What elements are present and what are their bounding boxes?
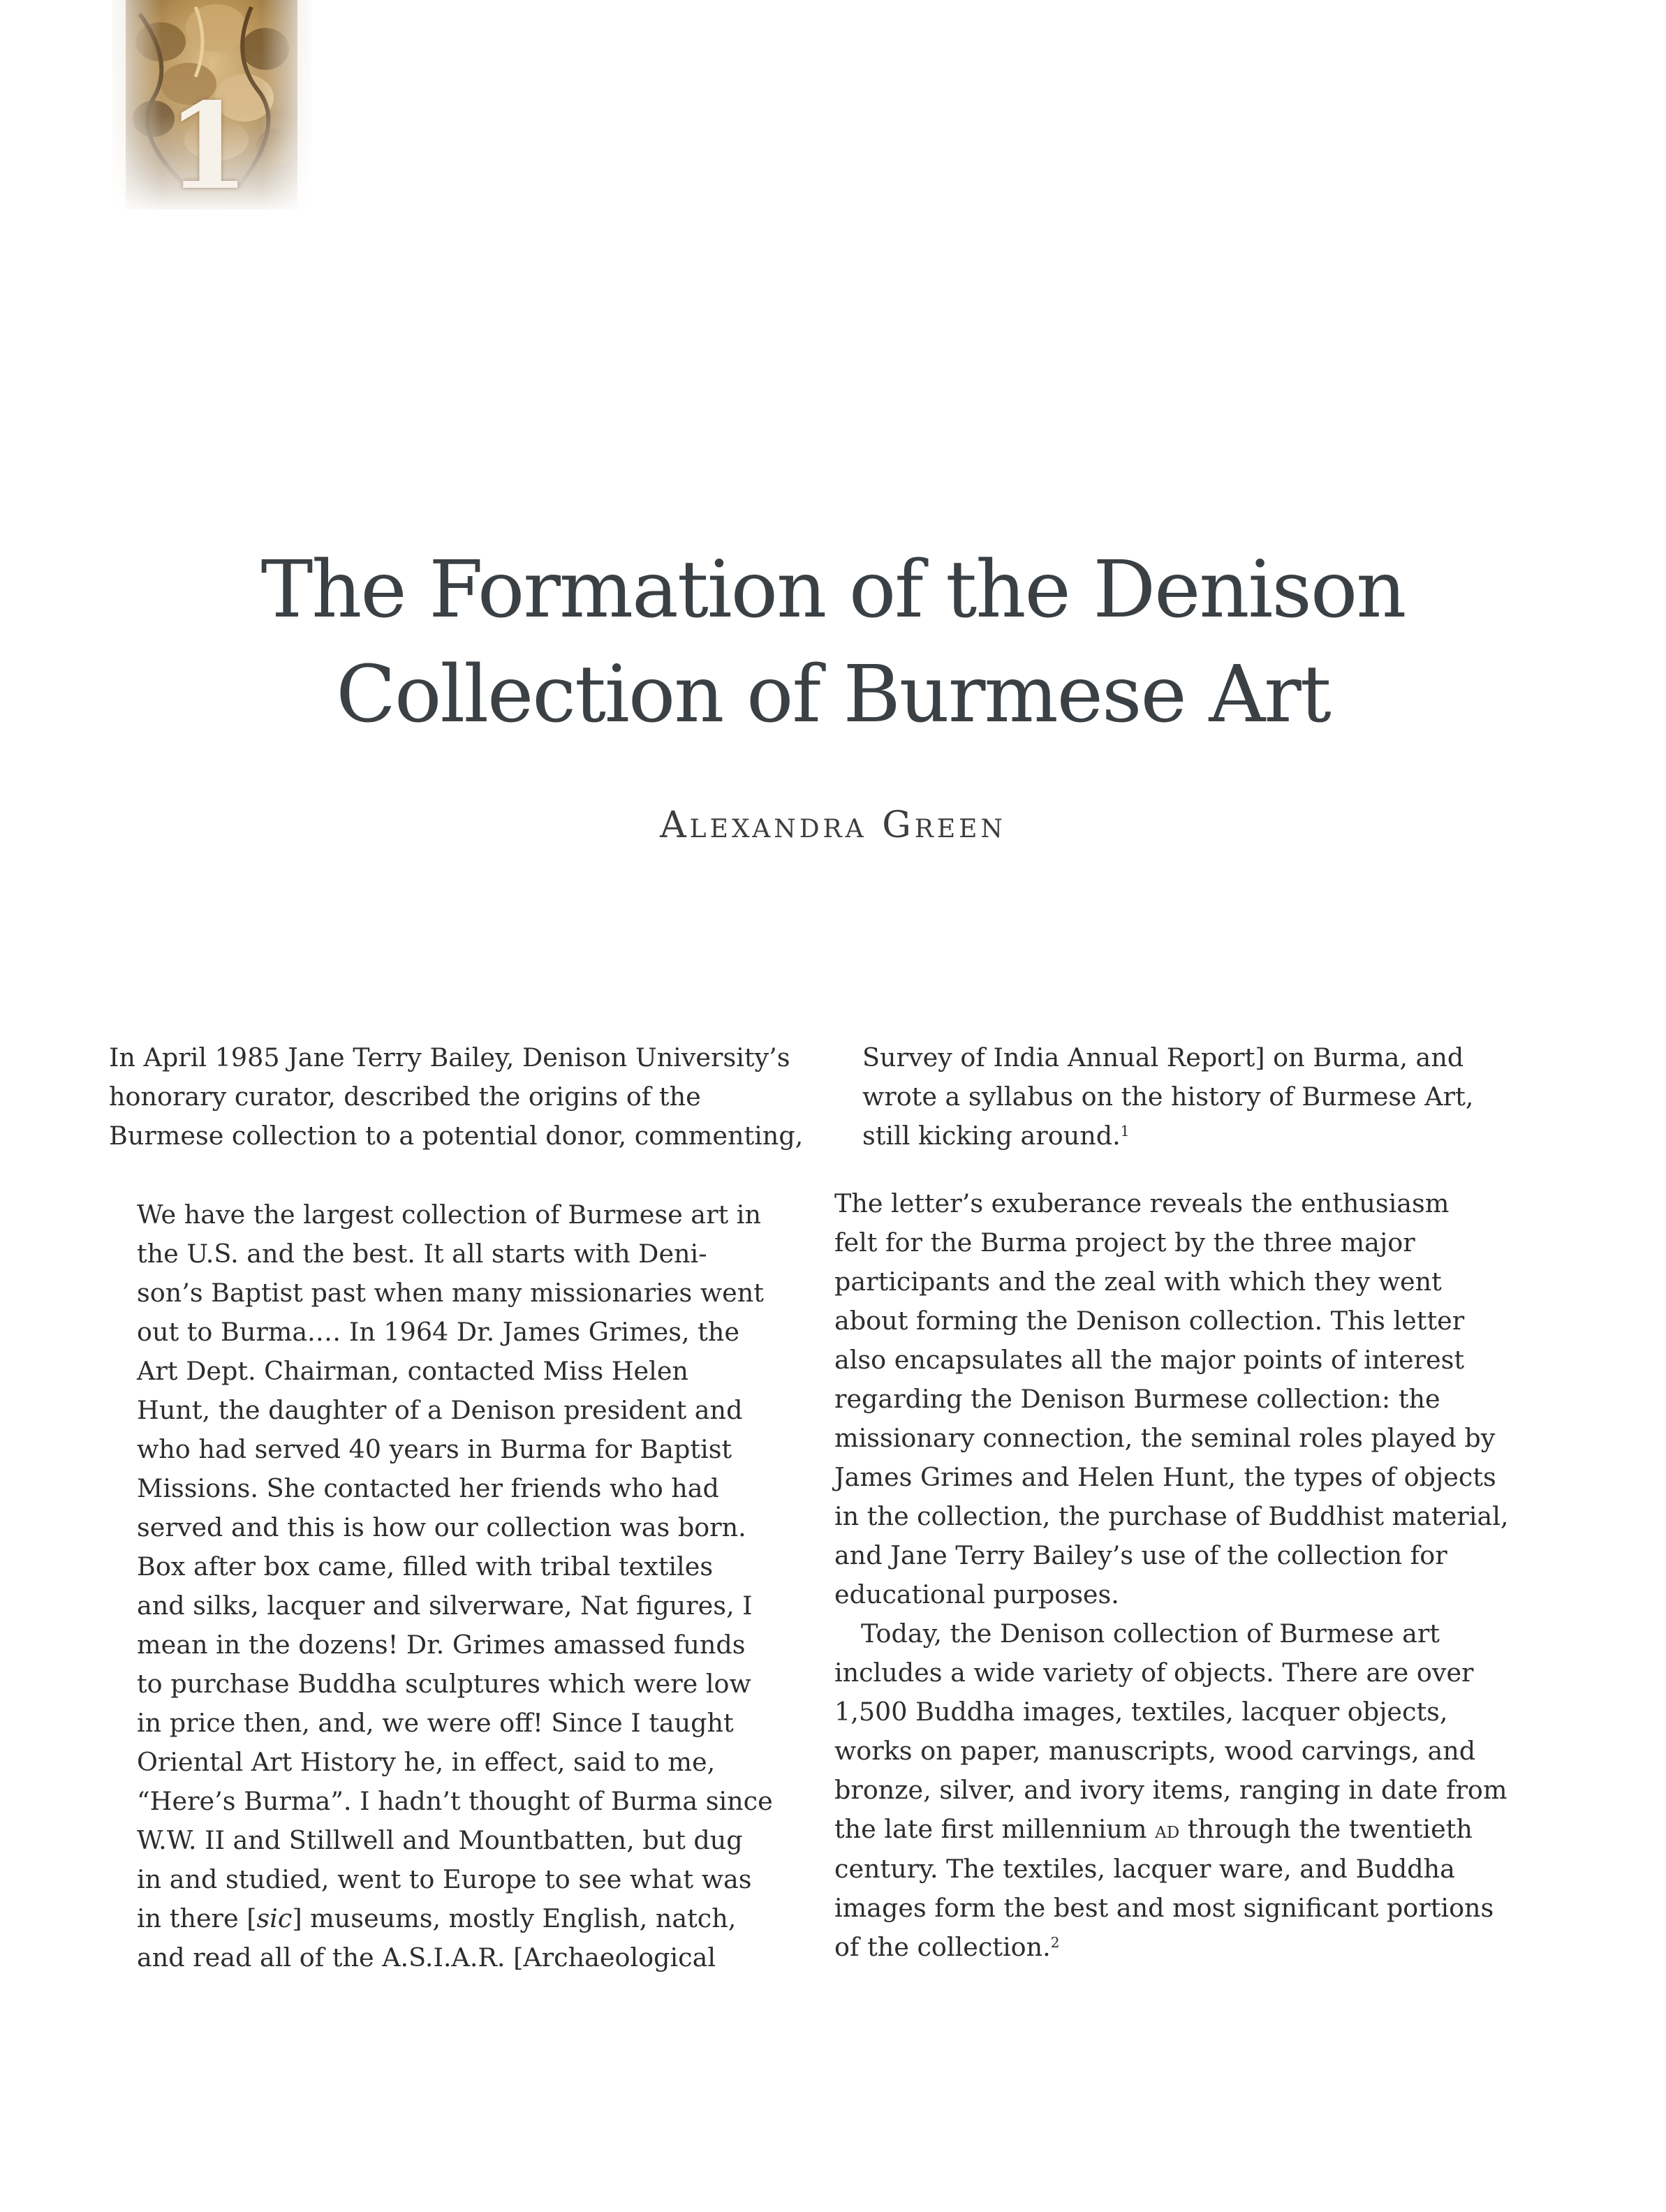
quote-line: wrote a syllabus on the history of Burmese Art, [862,1082,1474,1112]
chapter-badge [112,0,311,209]
chapter-title [209,538,1457,747]
text-line: Burmese collection to a potential donor, commenting, [109,1121,804,1151]
quote-line: and silks, lacquer and silverware, Nat figures, I [137,1591,753,1621]
body-line: The letter’s exuberance reveals the enthusiasm [834,1188,1450,1218]
body-line: works on paper, manuscripts, wood carvings, and [834,1736,1476,1766]
body-line [834,1928,1508,1967]
quote-text: in there [ [137,1903,257,1933]
quote-line: who had served 40 years in Burma for Baptist [137,1434,732,1464]
body-line: James Grimes and Helen Hunt, the types of objects [834,1462,1496,1492]
body-text-run: of the collection. [834,1932,1051,1962]
body-line: felt for the Burma project by the three major [834,1227,1415,1258]
quote-text: ] museums, mostly English, natch, [292,1903,737,1933]
quote-line: in price then, and, we were off! Since I taught [137,1708,734,1738]
body-line [834,1810,1508,1850]
text-line: honorary curator, described the origins of the [109,1082,701,1112]
quote-line: son’s Baptist past when many missionaries went [137,1278,764,1308]
body-line: in the collection, the purchase of Buddhist material, [834,1501,1509,1531]
body-line: Today, the Denison collection of Burmese art [861,1619,1440,1649]
footnote-marker: 2 [1050,1933,1060,1951]
quote-line: Oriental Art History he, in effect, said to me, [137,1747,716,1777]
body-line: about forming the Denison collection. This letter [834,1306,1465,1336]
body-line: includes a wide variety of objects. There are over [834,1658,1474,1688]
quote-line: Hunt, the daughter of a Denison president and [137,1395,743,1425]
body-line: bronze, silver, and ivory items, ranging in date from [834,1775,1507,1805]
quote-line: “Here’s Burma”. I hadn’t thought of Burma since [137,1786,773,1816]
quote-line: out to Burma.… In 1964 Dr. James Grimes, the [137,1317,739,1347]
quote-line: mean in the dozens! Dr. Grimes amassed funds [137,1630,746,1660]
author-name: Alexandra Green [660,804,1006,846]
chapter-title-line-2: Collection of Burmese Art [336,649,1330,740]
quote-line: served and this is how our collection was born. [137,1512,746,1542]
quote-line: Missions. She contacted her friends who had [137,1473,719,1503]
quote-line: to purchase Buddha sculptures which were low [137,1669,751,1699]
block-quote [137,1195,773,1977]
intro-paragraph [109,1038,803,1156]
quote-text: still kicking around. [862,1121,1121,1151]
footnote-marker: 1 [1120,1122,1130,1140]
body-text [834,1184,1508,1967]
quote-line: Survey of India Annual Report] on Burma, and [862,1042,1464,1072]
quote-line: in and studied, went to Europe to see what was [137,1864,752,1894]
quote-line: and read all of the A.S.I.A.R. [Archaeological [137,1942,716,1973]
body-line: educational purposes. [834,1579,1119,1609]
quote-line: W.W. II and Stillwell and Mountbatten, but dug [137,1825,743,1855]
body-line: missionary connection, the seminal roles played by [834,1423,1496,1453]
chapter-title-line-1: The Formation of the Denison [260,545,1406,635]
sic-italic: sic [256,1903,293,1933]
body-line: participants and the zeal with which they went [834,1267,1442,1297]
body-text-run: through the twentieth [1179,1814,1473,1844]
quote-line [862,1116,1473,1156]
body-line: regarding the Denison Burmese collection: the [834,1384,1440,1414]
body-line: 1,500 Buddha images, textiles, lacquer objects, [834,1697,1448,1727]
body-text-run: the late first millennium [834,1814,1156,1844]
text-line: In April 1985 Jane Terry Bailey, Denison University’s [109,1042,790,1072]
body-line: also encapsulates all the major points of interest [834,1345,1465,1375]
chapter-number: 1 [166,77,250,209]
body-line: and Jane Terry Bailey’s use of the collection for [834,1540,1447,1570]
era-abbreviation: ad [1155,1817,1180,1843]
quote-line [137,1899,773,1938]
body-line: century. The textiles, lacquer ware, and Buddha [834,1854,1455,1884]
quote-line: Art Dept. Chairman, contacted Miss Helen [137,1356,688,1386]
block-quote-continued [862,1038,1473,1156]
body-line: images form the best and most significant portions [834,1893,1494,1923]
quote-line: the U.S. and the best. It all starts with Deni- [137,1239,707,1269]
quote-line: Box after box came, filled with tribal textiles [137,1551,714,1581]
quote-line: We have the largest collection of Burmese art in [137,1200,761,1230]
